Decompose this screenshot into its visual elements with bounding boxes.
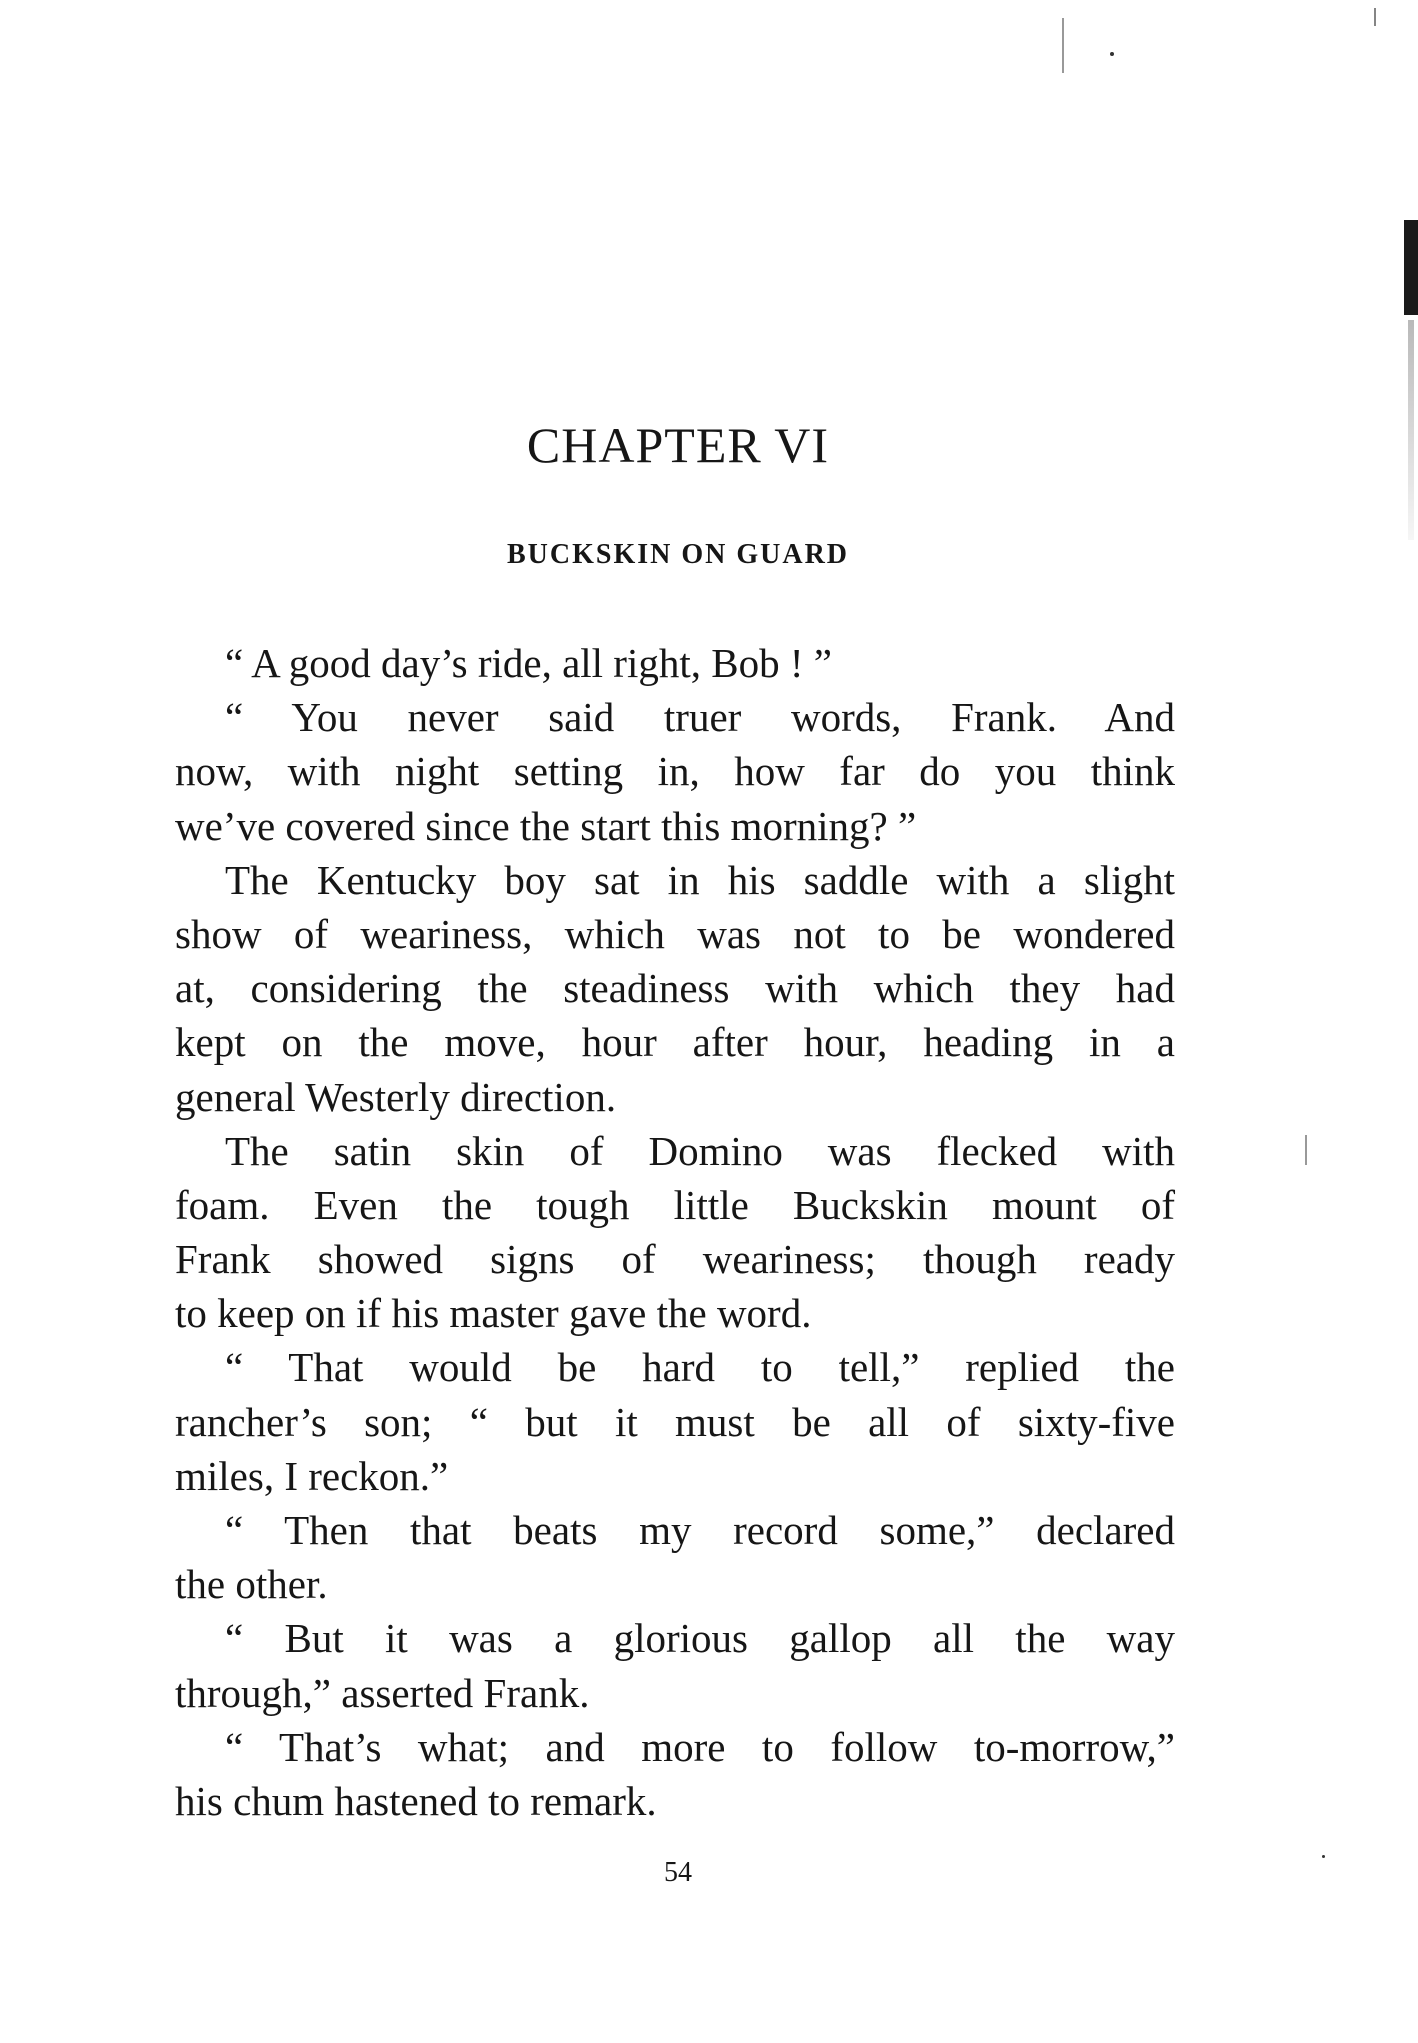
text-line: we’ve covered since the start this morning? ”: [175, 802, 917, 849]
scan-edge-smudge: [1408, 320, 1414, 540]
text-line: miles, I reckon.”: [175, 1452, 449, 1499]
text-line: “ But it was a glorious gallop all the way: [225, 1615, 1175, 1662]
text-line: at, considering the steadiness with which they had: [175, 965, 1175, 1012]
text-line: the other.: [175, 1561, 328, 1608]
text-line: “ That would be hard to tell,” replied the: [225, 1344, 1175, 1391]
text-line: show of weariness, which was not to be wondered: [175, 910, 1175, 957]
chapter-title: CHAPTER VI: [526, 417, 830, 473]
scan-speck: [1110, 52, 1114, 56]
text-line: kept on the move, hour after hour, heading in a: [175, 1019, 1175, 1066]
text-line: The satin skin of Domino was flecked with: [225, 1127, 1175, 1174]
scan-edge-shadow: [1404, 220, 1418, 315]
text-line: “ That’s what; and more to follow to-morrow,”: [225, 1723, 1175, 1770]
chapter-subtitle: BUCKSKIN ON GUARD: [506, 539, 850, 570]
scan-speck: [1062, 18, 1064, 73]
text-line: through,” asserted Frank.: [175, 1669, 590, 1716]
chapter-body: [175, 636, 1175, 1828]
text-line: to keep on if his master gave the word.: [175, 1290, 812, 1337]
text-line: general Westerly direction.: [175, 1073, 617, 1120]
text-line: foam. Even the tough little Buckskin mount of: [175, 1181, 1175, 1228]
page-number: 54: [664, 1857, 692, 1888]
text-line: “ Then that beats my record some,” declared: [225, 1507, 1175, 1553]
text-line: The Kentucky boy sat in his saddle with a slight: [225, 856, 1175, 903]
scan-speck: [1374, 8, 1376, 26]
text-line: his chum hastened to remark.: [175, 1777, 657, 1824]
scan-speck: [1305, 1135, 1307, 1165]
text-line: rancher’s son; “ but it must be all of sixty-five: [175, 1398, 1175, 1445]
text-line: “ You never said truer words, Frank. And: [225, 694, 1175, 741]
text-line: Frank showed signs of weariness; though ready: [175, 1236, 1175, 1283]
text-line: “ A good day’s ride, all right, Bob ! ”: [225, 640, 832, 686]
text-line: now, with night setting in, how far do you think: [175, 748, 1175, 795]
